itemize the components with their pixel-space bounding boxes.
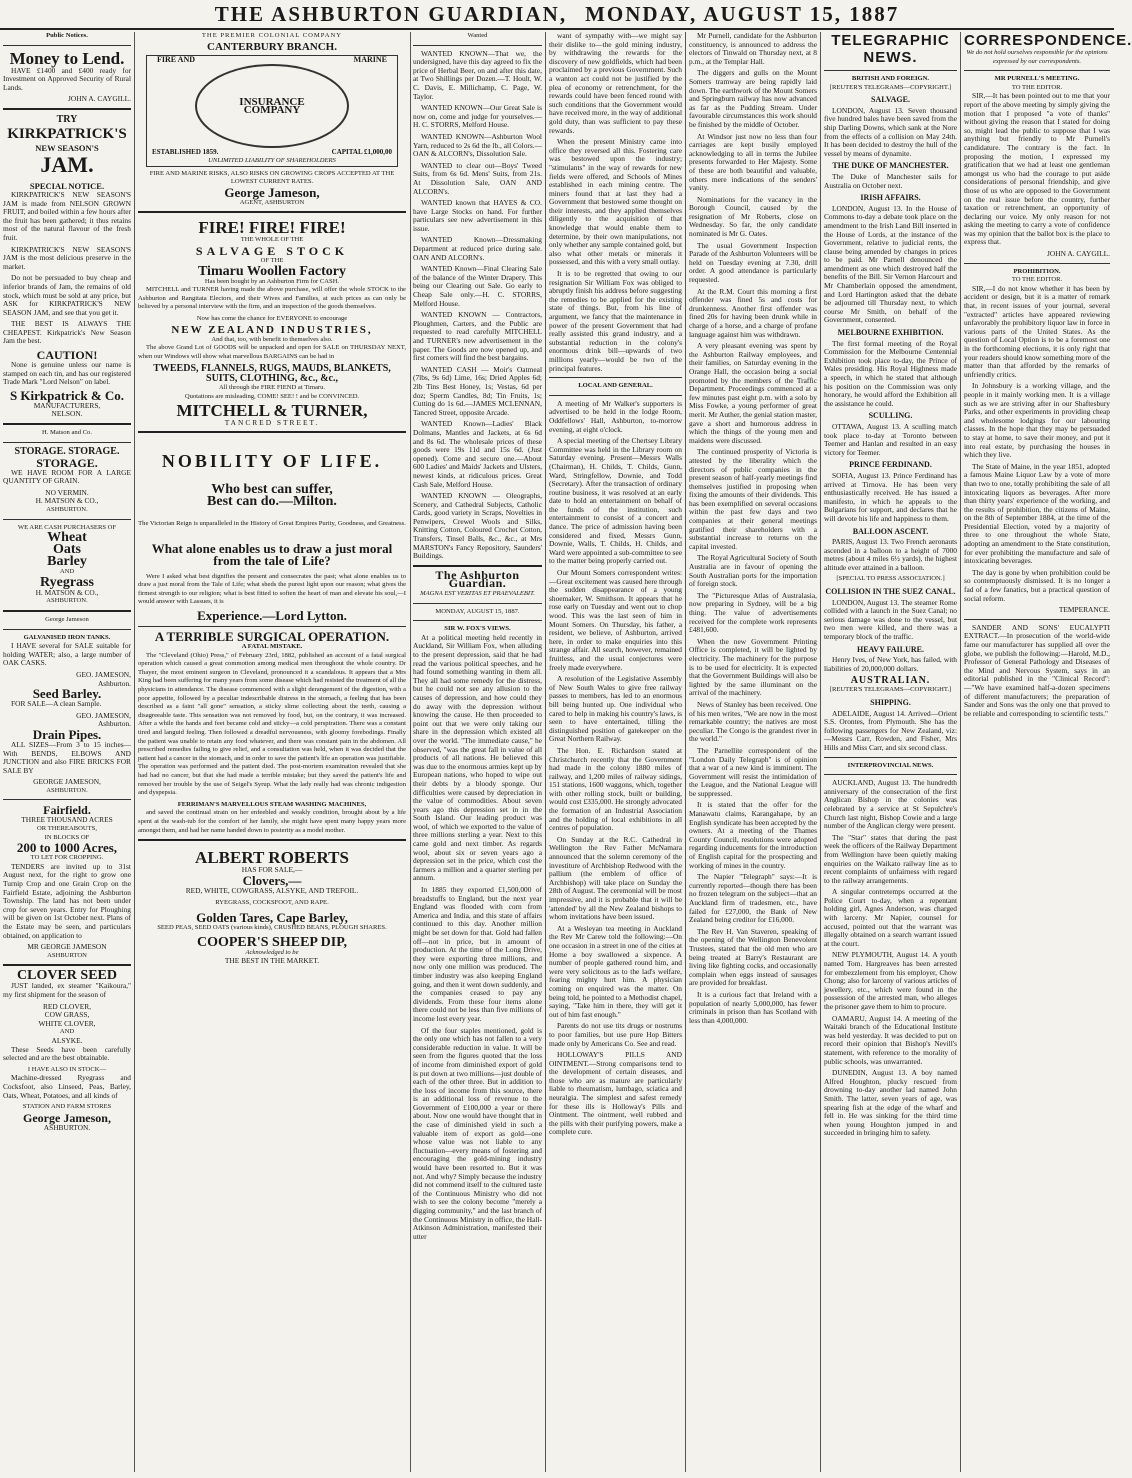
wanted-ad: WANTED CASH — Moir's Oatmeal (7lbs, 9s 6d) Lime, 16s; Dried Apples 6d; 2lb Tins Best Honey, 1s; Vestas, 6d per doz; Sperm Candles, 8d; Tin Fruits, 1s; Cutting do 1s 6d.—JAMES MCLENNAN, Tancred Street, opposite Arcade. — [413, 364, 542, 417]
local-item: On Sunday at the R.C. Cathedral in Wellington the Rev Father McNamara announced that the solemn ceremony of the investiture of Archbishop Redwood with the pallium (the emblem of office of Archbishop) will take place on Sunday the 28th of August. The ceremonial will be most impressive, and it is probable that it will be 'attended' by all the New Zealand bishops to whom invitations have been issued. — [549, 834, 682, 922]
wanted-ad: WANTED Known—Dressmaking Department at reduced price during sale. OAN AND ALCORN's. — [413, 235, 542, 262]
news-item: The Duke of Manchester sails for Australia on October next. — [824, 171, 957, 190]
ryegrass-label: Ryegrass — [40, 574, 94, 590]
column-rule — [134, 32, 135, 1472]
masthead — [0, 0, 1114, 30]
duke-heading: THE DUKE OF MANCHESTER. — [832, 161, 949, 171]
telegraphic-heading: TELEGRAPHIC NEWS. — [831, 32, 950, 66]
matson-heading: H. Matson and Co. — [41, 429, 92, 437]
wanted-ad: WANTED KNOWN — Contractors, Ploughmen, Carters, and the Public are requested to read carefully MITCHELL and TURNER's new advertisement in the paper. The Goods are now opened up, and first comers will find the best bargains. — [413, 310, 542, 363]
agent-title: AGENT, ASHBURTON — [239, 198, 305, 206]
news-item: NEW PLYMOUTH, August 14. A youth named Tom. Hargreaves has been arrested for embezzlement from his employer, Chow Chong; also for larceny of various articles of jewellery, etc., which were found in the possession of the arrested man, who alleges the prisoner gave them to him to procure. — [824, 950, 957, 1011]
suez-heading: COLLISION IN THE SUEZ CANAL. — [825, 587, 956, 597]
alsyke-label: ALSYKE. — [51, 1035, 83, 1045]
clovers-heading: Clovers,— — [242, 872, 302, 888]
seed-barley-signature: GEO. JAMESON, — [76, 710, 131, 720]
fire-and-label: FIRE AND — [157, 54, 196, 64]
special-notice-text: Do not be persuaded to buy cheap and inferior brands of Jam, the remains of old stock, which must be sold at any price, but ASK for KIRKPATRICK'S NEW SEASON JAM, and see that you get it. — [3, 273, 131, 317]
above-goods-text: The above Grand Lot of GOODS will be unpacked and open for SALE on THURSDAY NEXT, when our Windows will show what marvellous BARGAINS can be had in — [138, 344, 406, 360]
kirkpatricks-name: KIRKPATRICK'S — [7, 125, 127, 142]
correspondence-note: We do not hold ourselves responsible for the opinions expressed by our correspondents. — [966, 49, 1108, 65]
local-item: The "Picturesque Atlas of Australasia, now preparing in Sydney, will be a big thing. The value of advertisements received for the complete work represents £481,600. — [689, 590, 817, 635]
to-the-editor: TO THE EDITOR. — [1011, 83, 1063, 91]
seed-barley-text: FOR SALE—A clean Sample. — [11, 699, 102, 709]
whole-of-the: THE WHOLE OF THE — [240, 236, 304, 244]
column-advertisements-1 — [3, 32, 131, 1472]
wanted-ad: WANTED KNOWN — Oleographs, Scenery, and Cathedral Subjects, Catholic Cards, good variety in Scraps, Novelties in Penwipers, Crewel Wools and Silks, Knitting Cotton, Coloured Crochet Cotton, Transfers, Tinsel Balls, &c., &c., at Mrs MARSTON's Fancy Repository, Saunders' Buildings. — [413, 491, 542, 561]
column-rule — [960, 32, 961, 1472]
timaru-factory: Timaru Woollen Factory — [197, 263, 347, 279]
news-item: SOFIA, August 13. Prince Ferdinand has arrived at Tirnova. He has been very enthusiastically received. He has issued a manifesto, in which he appeals to the Bulgarians for support, and declares that he will devote his life and happiness to them. — [824, 470, 957, 523]
galvanised-location: Ashburton. — [97, 678, 131, 688]
news-item: LONDON, August 13. In the House of Commons to-day a debate took place on the amendment to the Irish Land Bill inserted in the House of Lords, at the instance of the Government, relative to judicial rents, the clause being amended by changes in prices to be paid. Mr Parnell denounced the amendment as one which destroyed half the benefits of the Bill. Sir Vernon Harcourt and Mr Chamberlain opposed the amendment, and Lord Hartington asked that the debate be adjourned till Thursday next, to which course Mr Smith, on behalf of the Government, consented. — [824, 203, 957, 325]
local-item: News of Stanley has been received. One of his men writes, "We are now in the most remarkable country; the natives are most peculiar. The Congo is the grandest river in the world." — [689, 699, 817, 744]
established-label: ESTABLISHED 1859. — [152, 148, 219, 157]
best-can-do: Best can do.—Milton. — [207, 494, 337, 510]
ferriman-text: and saved the continual strain on her enfeebled and weakly condition, brought about by a life spent at the wash-tub for the comfort of her family, she might have spent many happy years more amongst them, and had her name handed down to posterity as a model mother. — [138, 809, 406, 834]
sculling-heading: SCULLING. — [868, 411, 913, 421]
golden-tares: Golden Tares, Cape Barley, — [196, 909, 348, 925]
editorial-continued: want of sympathy with—we might say their dislike to—the gold mining industry, by withdrawing the rewards for the discovery of new goldfields, which had been proclaimed by a previous Government. Such a wanton act could not be justified by the plea of economy or retrenchment, for the rewards could have been fenced round with such conditions that the Government would have received more, in the way of additional gold duty, than was sufficient to pay these rewards. — [549, 31, 682, 135]
ferriman-heading: FERRIMAN'S MARVELLOUS STEAM WASHING MACHINES, — [177, 800, 367, 808]
local-item: It is a curious fact that Ireland with a population of nearly 5,000,000, has fewer criminals in prison than has Scotland with less than 4,000,000. — [689, 989, 817, 1025]
cow-grass-label: COW GRASS, — [44, 1010, 90, 1020]
drain-pipes-title: Drain Pipes. — [32, 726, 102, 742]
insurance-label: INSURANCE — [239, 95, 305, 108]
australian-heading: AUSTRALIAN. — [850, 675, 931, 687]
matson-location-2: ASHBURTON. — [46, 597, 88, 605]
drain-pipes-signature: GEORGE JAMESON, — [33, 777, 101, 787]
column-rule — [820, 32, 821, 1472]
news-item: Henry Ives, of New York, has failed, with liabilities of 20,000,000 dollars. — [824, 655, 957, 673]
wheat-label: Wheat — [47, 530, 87, 546]
fire-fire-heading: FIRE! FIRE! FIRE! — [198, 218, 346, 238]
acknowledged-label: Acknowledged to be — [245, 948, 299, 956]
jameson-heading: George Jameson — [45, 615, 89, 623]
failure-heading: HEAVY FAILURE. — [857, 644, 924, 654]
news-item: ADELAIDE, August 14. Arrived—Orient S.S. Orontes, from Plymouth. She has the following passengers for New Zealand, viz:—Messrs Carr, Rowden, and Fisher, Mrs Hills and Miss Carr, and six second class. — [824, 708, 957, 752]
local-item: A special meeting of the Chertsey Library Committee was held in the Library room on Saturday evening. Present—Messrs Walls (Chairman), H. Childs, T. Childs, Gunn, Ward, Stringfellow, Downie, and Todd (Secretary). After the transaction of ordinary routine business, it was resolved at an early date to hold an entertainment on behalf of the funds of the institution, such entertainment to consist of a concert and dance. The price of admission having been considered and fixed, Messrs Gunn, Downie, Walls, T. Childs, H. Childs, and Ward were appointed a sub-committee to see to the matter being properly carried out. — [549, 436, 682, 566]
special-notice-text: KIRKPATRICK'S NEW SEASON'S JAM is made from NELSON GROWN FRUIT, and boiled within a few hours after the fruit has been gathered; it thus retains most of the natural flavour of the fresh fruit. — [3, 189, 131, 242]
and-label: AND — [59, 568, 75, 576]
drain-pipes-text: ALL SIZES—From 3 to 15 inches—With BENDS, ELBOWS AND JUNCTION and also FIRE BRICKS FOR SALE BY — [3, 739, 131, 775]
bought-text: Has been bought by an Ashburton Firm for CASH. — [204, 277, 340, 285]
local-item: The Royal Agricultural Society of South Australia are in favour of opening the South Australian ports for the importation of foreign stock. — [689, 553, 817, 589]
editorial-continued: When the present Ministry came into office they reversed all this. Fostering care was bestowed upon the industry; "stimulants" in the way of rewards for new fields were offered, and Schools of Mines established in each mining centre. The miners found that at last they had a Government that bestowed some thought on their interests, and they applied themselves diligently to the acquisition of that knowledge that would enable them to determine, by their own manipulations, not only whether any sample contained gold, but also what other metals or minerals it possessed, and this with a very small outlay. — [549, 137, 682, 267]
local-item: A meeting of Mr Walker's supporters is advertised to be held in the lodge Room, Oddfellows' Hall, Ashburton, to-morrow evening, at eight o'clock. — [549, 398, 682, 434]
matson-signature: H. MATSON & CO., — [35, 496, 99, 506]
public-notices-heading: Public Notices. — [46, 32, 88, 39]
local-item: When the new Government Printing Office is completed, it will be lighted by electricity. The machinery for the purpose is to be used for electricity. It is expected that the Government Buildings will also be lighted by the same illuminant on the arrival of the machinery. — [689, 636, 817, 698]
jam-title: JAM. — [40, 151, 94, 177]
mitchell-offer-text: MITCHELL and TURNER having made the above purchase, will offer the whole STOCK to the Ashburton and Rangitata Electors, and their Wives and Families, at such prices as can only be believed by a personal interview with the firm, and an inspection of the goods themselves. — [138, 286, 406, 311]
clovers-list: RED, WHITE, COWGRASS, ALSYKE, AND TREFOIL. — [185, 885, 359, 895]
storage-big: STORAGE. — [36, 455, 98, 470]
local-item: At the R.M. Court this morning a first offender was fined 5s and costs for drunkenness. Another first offender was fined 20s for having been drunk while in charge of a horse, and a charge of profane language against him was withdrawn. — [689, 286, 817, 339]
local-item: HOLLOWAY'S PILLS AND OINTMENT.—Strong comparisons tend to the development of certain diseases, and those who are as mature are particularly liable to rheumatism, lumbago, sciatica and neuralgia. The simplest and safest remedy for these ills is Holloway's Pills and Ointment. The ointment, well rubbed and the pills with their purifying powers, make a complete cure. — [549, 1050, 682, 1137]
column-local-news — [549, 32, 682, 1472]
special-notice-text: KIRKPATRICK'S NEW SEASON'S JAM is the most delicious preserve in the market. — [3, 244, 131, 271]
local-item: The Rev H. Van Staveren, speaking of the opening of the Wellington Benevolent Trustees, stated that the old men who are being treated at Barry's Restaurant are living like fighting cocks, and occasionally complain when eggs instead of sausages are provided for breakfast. — [689, 926, 817, 988]
fairfield-tenders: TENDERS are invited up to 31st August next, for the right to grow one Turnip Crop and one Grain Crop on the Fairfield Estate, adjoining the Ashburton Township. The land has not been under crop for seven years. Entry for Ploughing will be given on 1st October next. Plans of the Estate may be seen, and particulars obtained, on application to — [3, 861, 131, 940]
editorial-paragraph: Of the four staples mentioned, gold is the only one which has not fallen to a very considerable reduction in value. It will be seen from the figures quoted that the loss of income from diminished export of gold is put down at two millions—just double of each of the other three. But in addition to the loss of income from this source, there is an additional loss of revenue to the Government of £100,000 a year or there about. Now one would have thought that in the case of diminished yield in such a valuable item of export as gold—one whose value was not liable to any fluctuation—every means of fostering and encouraging the gold-mining industry would have been resorted to. But it was not. And why? Simply because the industry did not commend itself to the cultured taste of the Continuous Ministry who did not wish to see the colony become "merely a digging community," and the last branch of the Continuous Ministry in office, the Hall-Atkinson Administration, manifested their utter — [413, 1025, 542, 1241]
station-stores: STATION AND FARM STORES — [22, 1103, 112, 1111]
fairfield-blocks: IN BLOCKS OF — [44, 833, 90, 841]
fatal-mistake-heading: A FATAL MISTAKE. — [241, 643, 303, 651]
fairfield-to-let: TO LET FOR CROPPING. — [30, 854, 104, 862]
best-in-market: THE BEST IN THE MARKET. — [224, 956, 320, 966]
column-advertisements-2 — [138, 32, 406, 1472]
were-i-text: Were I asked what best dignifies the present and consecrates the past; what alone enables us to draw a just moral from the Tale of Life; what sheds the purest light upon our reason; what gives the firmest strength to our religion; what is best fitted to soften the heart of man and elevate his soul,—I would answer with Lassues, it is — [138, 572, 406, 606]
special-notice-text: THE BEST IS ALWAYS THE CHEAPEST. Kirkpatrick's New Season Jam the best. — [3, 319, 131, 346]
paper-date: MONDAY, AUGUST 15, 1887 — [585, 1, 900, 26]
nobility-heading: NOBILITY OF LIFE. — [161, 451, 383, 472]
wanted-ad: WANTED to clear out—Boys' Tweed Suits, from 6s 6d. Mens' Suits, from 21s. At Dissolution Sale, OAN AND ALCORN's. — [413, 160, 542, 196]
coopers-sheep-dip: COOPER'S SHEEP DIP, — [196, 934, 348, 950]
fire-fiend-text: All through the FIRE FIEND at Timaru. — [218, 384, 326, 392]
letter-text: In Johnsbury is a working village, and the people in it mainly working men. It is a village such as we are striving after in our Shaftesbury Parks, and other experiments in providing cheap and wholesome lodgings for our labouring classes. In the hope that they may be persuaded to stay at home, to save their money, and put it into real estate, by purchasing the houses in which they live. — [964, 381, 1110, 460]
kirkpatrick-company: S Kirkpatrick & Co. — [9, 387, 125, 403]
column-wanted-editorial — [413, 32, 542, 1472]
news-item: DUNEDIN, August 13. A boy named Alfred Houghton, plucky rescued from drowning to-day another lad named John Smith. The latter, seven years of age, was spearing fish at the edge of the wharf and fell in. He was sinking for the third time when young Houghton jumped in and succeeded in bringing him to safety. — [824, 1068, 957, 1138]
column-rule — [410, 32, 411, 1472]
editorial-continued: It is to be regretted that owing to our resignation Sir William Fox was obliged to abruptly finish his address before suggesting the remedies to be applied for the existing state of things. But, from his line of argument, we fancy that the maintenance in power of the present Government that had really assisted this grand industry, and a substantial reduction in the colony's enormous drink bill—upwards of two millions yearly—would be two of the principal features. — [549, 269, 682, 373]
local-item: A very pleasant evening was spent by the Ashburton Railway employees, and their families, on Saturday evening in the Orange Hall, the occasion being a social promoted by the members of the Traffic Department. Proceedings commenced at a few minutes past eight p.m. with a solo by Miss Fowke, a young performer of great merit. Mr Auther, the genial station master, gave a short and humorous address in which the things of the young men and maidens were discussed. — [689, 341, 817, 445]
jameson-location: ASHBURTON. — [43, 1122, 91, 1132]
seed-barley-location: Ashburton. — [97, 719, 131, 729]
also-in-stock: I HAVE ALSO IN STOCK— — [27, 1065, 107, 1073]
red-clover-label: RED CLOVER, — [42, 1001, 92, 1011]
to-the-editor-2: TO THE EDITOR. — [1011, 276, 1063, 284]
chance-text: Now has come the chance for EVERYONE to encourage — [196, 314, 348, 322]
seed-peas-list: SEED PEAS, SEED OATS (various kinds), CRUSHED BEANS, PLOUGH SHARES. — [157, 923, 387, 931]
fairfield-range: 200 to 1000 Acres, — [16, 840, 118, 856]
local-general-heading: LOCAL AND GENERAL. — [578, 382, 653, 390]
editorial-heading: SIR W. FOX'S VIEWS. — [444, 625, 511, 633]
company-label: COMPANY — [243, 104, 301, 117]
local-item: Nominations for the vacancy in the Borough Council, caused by the resignation of Mr Roberts, close on Wednesday. So far, the only candidate nominated is Mr G. Oates. — [689, 194, 817, 239]
matson-location: ASHBURTON. — [46, 506, 88, 513]
local-item: Our Mount Somers correspondent writes:—Great excitement was caused here through the sudden disappearance of a young shoemaker, W. Smithson. It appears that he rose early on Tuesday and went out to chop wood. This was the last seen of him in Mount Somers. On Thursday, his father, a resident, we believe, of Ashburton, arrived here, in order to make enquiries into this strange affair. All search, however, remained fruitless, and the usual conjectures were freely made everywhere. — [549, 568, 682, 672]
money-to-lend-title: Money to Lend. — [9, 48, 125, 68]
interprovincial-heading: INTERPROVINCIAL NEWS. — [847, 761, 934, 769]
fairfield-location: ASHBURTON — [47, 951, 87, 959]
canterbury-branch: CANTERBURY BRANCH. — [207, 40, 337, 53]
purnell-meeting-heading: MR PURNELL'S MEETING. — [994, 75, 1080, 83]
wanted-ad: WANTED KNOWN—Ashburton Wool Yarn, reduced to 2s 6d the lb., all Colors.—OAN & ALCORN's, Dissolution Sale. — [413, 131, 542, 159]
insurance-seal — [195, 64, 349, 148]
no-vermin-label: NO VERMIN. — [45, 487, 89, 497]
special-notice-heading: SPECIAL NOTICE. — [29, 180, 105, 191]
suits-list: SUITS, CLOTHING, &c., &c., — [206, 373, 338, 385]
column-rule — [545, 32, 546, 1472]
paper-title: THE ASHBURTON GUARDIAN, — [214, 1, 568, 26]
experience-quote: Experience.—Lord Lytton. — [197, 608, 347, 624]
galvanised-signature: GEO. JAMESON, — [76, 669, 131, 679]
editorial-paragraph: In 1885 they exported £1,500,000 of breadstuffs to England, but the next year England was flooded with corn from America and India, and this state of affairs continued to this day. Another million might be set down for that. Gold had fallen off—not in price, but in amount of production. At the time of the Long Drive, they were exporting three millions, and now only one million was produced. The timber industry was also keeping England going, and then it went down suddenly, and the companies ceased to pay any dividends. From these four items alone there could not be less than five millions of income lost every year. — [413, 885, 542, 1023]
wanted-ad: WANTED Known—Final Clearing Sale of the balance of the Winter Drapery. This being our Clearing out Sale. Go early to Cheap Sale only.—H. C. STORRS, Melford House. — [413, 264, 542, 308]
fairfield-acres: THREE THOUSAND ACRES — [21, 815, 113, 825]
local-item: At Windsor just now no less than four carriages are kept busily employed acknowledging to all in terms the Jubilee presents forwarded to Her Majesty. Some of these are both beautiful and valuable, others mere indications of the senders' vanity. — [689, 131, 817, 193]
clover-seed-title: CLOVER SEED — [17, 968, 117, 984]
wanted-ad: WANTED KNOWN—Our Great Sale is now on, come and judge for yourselves.—H. C. STORRS, Melford House. — [413, 103, 542, 130]
ryegrass-list: RYEGRASS, COCKSFOOT, AND RAPE. — [215, 899, 329, 907]
local-item: Parents do not use tits drugs or nostrums to poor families, but use pure Hop Bitters made only by Americans Co. See and read. — [549, 1021, 682, 1048]
local-item: At a Wesleyan tea meeting in Auckland the Rev Mr Carew told the following:—On one occasion in a street in one of the cities at Home a boy swallowed a sixpence. A number of people gathered round him, and were very solicitous as to the lad's welfare, fearing mighty hurt him. A physician coming on enquired was the matter. On being told, he pointed to a Methodist chapel, saying, "Take him in there, they will get it out of him fast enough." — [549, 923, 682, 1019]
reuters-note: [REUTER'S TELEGRAMS—COPYRIGHT.] — [829, 83, 952, 91]
tweeds-list: TWEEDS, FLANNELS, RUGS, MAUDS, BLANKETS, — [153, 363, 391, 375]
of-the-label: OF THE — [260, 256, 284, 264]
galvanised-heading: GALVANISED IRON TANKS. — [23, 633, 111, 641]
wanted-ad: WANTED KNOWN—That we, the undersigned, have this day agreed to fix the price of Herbal Beer, on and after this date, at Two Shillings per Dozen.—T. Hoult, W. C. Davis, E. Millichamp, C. Page, W. Taylor. — [413, 48, 542, 101]
local-item: The usual Government Inspection Parade of the Ashburton Volunteers will be held on Tuesday evening at 7.30, drill order. A good attendance is particularly requested. — [689, 240, 817, 285]
money-text: HAVE £1400 and £400 ready for Investment on Approved Security of Rural Lands. — [3, 65, 131, 92]
who-best-suffer: Who best can suffer, — [211, 482, 333, 498]
fatal-mistake-text: The "Cleveland (Ohio) Press," of February 23rd, 1882, published an account of a fatal surgical operation which caused a great commotion among medical men throughout the whole country. Dr Thayer, the most eminent surgeon in Cleveland, pronounced it a scandalous. It appears that a Mrs King had been suffering for many years from some disease which had resisted the treatment of all the physicians in attendance. The disease commenced with a slight derangement of the digestion, with a poor appetite, followed by a peculiar indescribable distress in the stomach, a feeling that has been described as a faint "all gone" sensation, a sticky slime collecting about the teeth, causing a disagreeable taste. This sensation was not removed by food, but, on the contrary, it was increased. After a while the hands and feet became cold and sticky—a cold perspiration. There was a constant tired and languid feeling. Then followed a dreadful nervousness, with gloomy forebodings. Finally the patient was unable to retain any food whatever, and there was constant pain in the abdomen. All prescribed remedies failing to give relief, and a consultation was held, when it was decided that the patient had a cancer in the stomach, and in order to save the patient's life an operation was justifiable. The operation was performed and the patient died. The post-mortem examination revealed that she had had no cancer, but that she had made a terrible mistake; but they saved the patient's life and removed her trouble by the use of Seigel's Syrup. What the lady really had was chronic indigestion and dyspepsia. — [138, 651, 406, 797]
storage-text: WE HAVE ROOM FOR A LARGE QUANTITY OF GRAIN. — [3, 467, 131, 486]
salvage-heading: SALVAGE. — [871, 95, 910, 105]
column-local-news-2 — [689, 32, 817, 1472]
news-item: The first formal meeting of the Royal Commission for the Melbourne Centennial Exhibition took place to-day, the Prince of Wales presiding. His Royal Highness made a speech, in which he stated that although his position on the Commission was only honorary, he would afford the Exhibition all the assistance he could. — [824, 338, 957, 408]
storage-title: STORAGE. STORAGE. — [14, 445, 120, 457]
terrible-operation-heading: A TERRIBLE SURGICAL OPERATION. — [154, 629, 390, 645]
paper-motto: MAGNA EST VERITAS ET PRAEVALEBIT. — [420, 590, 535, 598]
news-item: OAMARU, August 14. A meeting of the Waitaki branch of the Educational Institute was held yesterday. It was decided to put on record their opinion that Bishop's Nevill's statement, with reference to the morality of public schools, was unwarranted. — [824, 1013, 957, 1066]
news-item: LONDON, August 13. The steamer Rome collided with a launch in the Suez Canal; no serious damage was done to the vessel, but two men were killed, and there was a temporary block of the traffic. — [824, 597, 957, 642]
local-item: The Hon. E. Richardson stated at Christchurch recently that the Government had made in the colony 1880 miles of railway, and 1,200 miles of railway sidings, 151 stations, 1600 waggons, which, together with other rolling stock, built or building, would cost £335,000. He strongly advocated the formation of an Industrial Association and the holding of local exhibitions in all centres of population. — [549, 745, 682, 833]
news-item: A singular contretemps occurred at the Police Court to-day, when a repentant holding girl, Agnes Anderson, was charged with larceny. Mr Napier, counsel for accused, pointed out that the warrant was illegally obtained on a search warrant issued at the court. — [824, 887, 957, 948]
jameson-signature: George Jameson, — [23, 1110, 111, 1125]
caution-text: None is genuine unless our name is stamped on each tin, and has our registered Trade Mark "Lord Nelson" on label. — [3, 360, 131, 387]
column-telegraphic-news — [824, 32, 957, 1472]
column-rule — [685, 32, 686, 1472]
news-item: LONDON, August 13. Seven thousand five hundred bales have been saved from the ship Darling Downs, which sank at the Nore from the effects of a collision on May 24th. It has been decided to destroy the hull of the vessel by means of dynamite. — [824, 105, 957, 158]
unlimited-liability: UNLIMITED LIABILITY OF SHAREHOLDERS — [208, 156, 336, 164]
insurance-emblem — [146, 55, 398, 167]
seeds-text: These Seeds have been carefully selected and are the best obtainable. — [3, 1044, 131, 1063]
money-signature: JOHN A. CAYGILL. — [68, 94, 131, 104]
nz-industries: NEW ZEALAND INDUSTRIES, — [171, 323, 373, 336]
drain-pipes-location: ASHBURTON. — [46, 786, 88, 794]
news-item: OTTAWA, August 13. A sculling match took place to-day at Toronto between Teemer and Hanlan and resulted in an easy victory for Teemer. — [824, 421, 957, 457]
prohibition-heading: PROHIBITION. — [1013, 267, 1061, 275]
australian-note: [REUTER'S TELEGRAMS—COPYRIGHT.] — [829, 686, 952, 694]
local-item: A resolution of the Legislative Assembly of New South Wales to give free railway passes to members, has led to an enormous bill being hunted up. One individual who cared to help in making his country's laws, is seen to have entertained, tilling the distinguished position of gatekeeper on the Great Northern Railway. — [549, 674, 682, 744]
what-alone-heading: What alone enables us to draw a just moral from the tale of Life? — [151, 540, 393, 568]
mitchell-turner-name: MITCHELL & TURNER, — [176, 400, 368, 420]
correspondence-heading: CORRESPONDENCE. — [964, 32, 1132, 49]
special-note: [SPECIAL TO PRESS ASSOCIATION.] — [836, 575, 945, 583]
manufacturers-label: MANUFACTURERS, — [33, 400, 101, 410]
benefit-text: And that, too, with benefit to themselves also. — [211, 335, 333, 343]
news-item: PARIS, August 13. Two French aeronauts ascended in a balloon to a height of 7000 metres (about 4 miles 6½ yards), the highest altitude ever attained in a balloon. — [824, 537, 957, 572]
marine-label: MARINE — [353, 54, 387, 64]
letter-text: The State of Maine, in the year 1851, adopted a famous Maine Liquor Law by a vote of more than two to one, totally prohibiting the sale of all intoxicating liquors as beverages. After more than thirty years' experience of the working, and the results of prohibition, the citizens of Maine, on the 8th of September 1884, at the time of the Presidential Election, voted by a majority of three to one throughout the whole State, adopting an amendment to the State constitution, for ever prohibiting the manufacture and sale of intoxicating beverages. — [964, 461, 1110, 566]
editorial-date: MONDAY, AUGUST 15, 1887. — [435, 607, 520, 615]
local-item: The Napier "Telegraph" says:—It is currently reported—though there has been no frozen telegram on the subject—that an Auckland firm of tradesmen, etc., have failed for £27,000, the Bank of New Zealand being creditor for £16,000. — [689, 872, 817, 925]
balloon-heading: BALLOON ASCENT. — [852, 526, 929, 536]
local-item: The continued prosperity of Victoria is attested by the liberality which the directors of public companies in the present season of half-yearly meetings find themselves justified in proposing when fixing the amounts of their dividends. This has been exemplified on several occasions within the past few days and two companies at their general meetings gratified their shareholders with a substantial increase to returns on the capital invested. — [689, 447, 817, 551]
has-for-sale: HAS FOR SALE,— — [241, 865, 303, 875]
news-item: AUCKLAND, August 13. The hundredth anniversary of the consecration of the first Anglican Bishop in the colonies was celebrated by a service at St Sepulchre's Church last night, Bishop Cowie and a large number of the Anglican clergy were present. — [824, 778, 957, 831]
shipping-heading: SHIPPING. — [870, 698, 911, 707]
quotations-text: Quotations are misleading, COME! SEE! ! and be CONVINCED. — [184, 392, 360, 400]
oats-label: Oats — [53, 542, 81, 558]
letter-signature: TEMPERANCE. — [1058, 605, 1110, 615]
fairfield-thereabouts: OR THEREABOUTS, — [37, 825, 97, 833]
wanted-ad: WANTED known that HAYES & CO. have Large Stocks on hand. For further particulars see new advertisement in this issue. — [413, 198, 542, 233]
wanted-ad: WANTED Known—Ladies' Black Dolmans, Mantles and Jackets, at 6s 6d and 8s 6d. The wholesale prices of these goods were 19s 11d and 15s 6d. (Just opened). Come and secure one.—About 600 Ladies' and Maids' Jackets and Ulsters, newest kinds, at ridiculous prices. Great Cash Sale, Melford House. — [413, 419, 542, 489]
fairfield-title: Fairfield. — [43, 803, 91, 818]
cash-purchasers-label: WE ARE CASH PURCHASERS OF — [17, 523, 117, 531]
local-item: It is stated that the offer for the Manawatu claims, Karangahape, by an English syndicate has been accepted by the owners. At a meeting of the Thames County Council, resolutions were adopted regarding inducements for the introduction of English capital for the prospecting and working of mines in the country. — [689, 800, 817, 870]
prince-heading: PRINCE FERDINAND. — [849, 460, 932, 470]
capital-label: CAPITAL £1,000,00 — [331, 148, 392, 157]
local-item: The Parnellite correspondent of the "London Daily Telegraph" is of opinion that a war of a new kind is imminent. The Government will resist the intimidation of the League, and the National League will be suppressed. — [689, 745, 817, 798]
nelson-label: NELSON. — [51, 409, 83, 419]
local-item: Mr Purnell, candidate for the Ashburton constituency, is announced to address the electors of Tinwald on Thursday next, at 8 p.m., at the Templar Hall. — [689, 31, 817, 66]
victorian-reign: The Victorian Reign is unparalleled in the History of Great Empires Purity, Goodness, and Greatness. — [138, 520, 406, 528]
letter-text: SIR,—I do not know whether it has been by accident or design, but it is a matter of remark that, in recent issues of your journal, several "extracted" articles have appeared reviewing unfavorably the prohibitory liquor law in force in various parts of the United States. As the question of Local Option is to be a foremost one in the forthcoming elections, it is only right that your readers should know something more of the matter than that afforded by the remarks of unfriendly critics. — [964, 283, 1110, 379]
albert-roberts-name: ALBERT ROBERTS — [195, 848, 349, 868]
matson-signature-2: H. MATSON & CO., — [35, 587, 99, 597]
white-clover-label: WHITE CLOVER, — [38, 1018, 96, 1028]
sander-advert: SANDER AND SONS' EUCALYPTI EXTRACT.—In prosecution of the world-wide fame our manufacturer has supplied all over the globe, we publish the following:—Harold, M.D., Professor of General Pathology and Diseases of the Mind and Nervous System, says in an editorial published in the "Clinical Record":—"We have examined half-a-dozen specimens of different manufacturers; the preparation of Sander and Sons was the only one that proved to be reliable and corresponding to scientific tests." — [964, 622, 1110, 718]
tancred-street: TANCRED STREET. — [224, 417, 320, 427]
fire-marine-risks: FIRE AND MARINE RISKS, ALSO RISKS ON GROWING CROPS ACCEPTED AT THE LOWEST CURRENT RATES. — [149, 169, 395, 186]
paper-nameplate: The Ashburton Guardian. — [435, 567, 520, 591]
fairfield-contact: MR GEORGE JAMESON — [27, 942, 107, 952]
melbourne-heading: MELBOURNE EXHIBITION. — [837, 328, 944, 338]
british-foreign-heading: BRITISH AND FOREIGN. — [851, 75, 930, 82]
irish-heading: IRISH AFFAIRS. — [860, 193, 921, 203]
letter-text: SIR,—It has been pointed out to me that your report of the above meeting by simply giving the motion that I proposed "a vote of thanks" without giving the reason that I stated for doing so, might lead the public to suppose that I was anything but friendly to Mr Purnell's candidature. The contrary is the fact. In proposing the motion, I expressed my gratification that we had at least one gentleman amongst us who had the courage to put aside considerations of personal friendship, and give those of us who are opposed to the Government on the real issue before the country, further taxation or retrenchment, an opportunity of declaring our voice. My only reason for not asking the meeting to carry a vote of confidence was my opinion that the ballot box is the place to express that. — [964, 91, 1110, 247]
premier-company: THE PREMIER COLONIAL COMPANY — [201, 32, 343, 39]
letter-signature: JOHN A. CAYGILL. — [1047, 249, 1110, 259]
wanted-ads — [413, 50, 542, 561]
galvanised-text: I HAVE several for SALE suitable for holding WATER; also, a large number of OAK CASKS. — [3, 641, 131, 668]
editorial-paragraph: At a political meeting held recently in Auckland, Sir William Fox, when alluding to the present depression, said that he had read the various political speeches, and he had found something wanting in them all. They all had some remedy for the distress, but he could not see any allusion to the causes of depression, and how could they do away with the depression without knowing the cause. He then proceeded to point out that we were only taking our share in the depression which existed all over the world. "The immediate cause," he observed, "was the great fall in value of all products of all nations. He believed this was due to the enormous armies kept up by European nations, who hoped to wipe out their debts by a bloody sponge. Our difficulties were caused by depreciation in the value of commodities. About seven years ago this depression set in in the South Island. Our leading product was wool, of which we exported to the value of three millions sterling a year. Next to this came gold and next timber. As regards wool, about six or seven years ago a depression set in the price, which cost the farmers a million and a quarter sterling per annum. — [413, 632, 542, 883]
local-item: The diggers and gulls on the Mount Somers tramway are being rapidly laid down. The earthwork of the Mount Somers and Springburn railway has now advanced as far as the Pudding Stream. Under favourable circumstances this work should be finished by the middle of October. — [689, 68, 817, 129]
seed-barley-title: Seed Barley. — [32, 686, 102, 702]
salvage-stock: SALVAGE STOCK — [195, 243, 349, 258]
try-label: TRY — [56, 113, 78, 125]
new-season-label: NEW SEASON'S — [35, 142, 99, 153]
wanted-heading: Wanted — [467, 32, 488, 39]
caution-heading: CAUTION! — [36, 348, 98, 363]
stock-text: Machine-dressed Ryegrass and Cocksfoot, also Linseed, Peas, Barley, Oats, Wheat, Potatoes, and all kinds of — [3, 1073, 131, 1100]
and-label-2: AND — [59, 1028, 75, 1036]
column-correspondence — [964, 32, 1132, 1472]
agent-name: George Jameson, — [224, 184, 320, 200]
clover-seed-text: JUST landed, ex steamer "Kaikoura," my first shipment for the season of — [3, 981, 131, 999]
letter-text: The day is gone by when prohibition could be so contemptuously dismissed. It is no longer a fad of a few fanatics, but a practical question of social reform. — [964, 567, 1110, 603]
news-item: The "Star" states that during the past week the officers of the Railway Department from Wellington have been quietly making enquiries on the Waikato railway line as to recent complaints of unfairness with regard to the railway arrangements. — [824, 832, 957, 885]
barley-label: Barley — [47, 554, 87, 570]
